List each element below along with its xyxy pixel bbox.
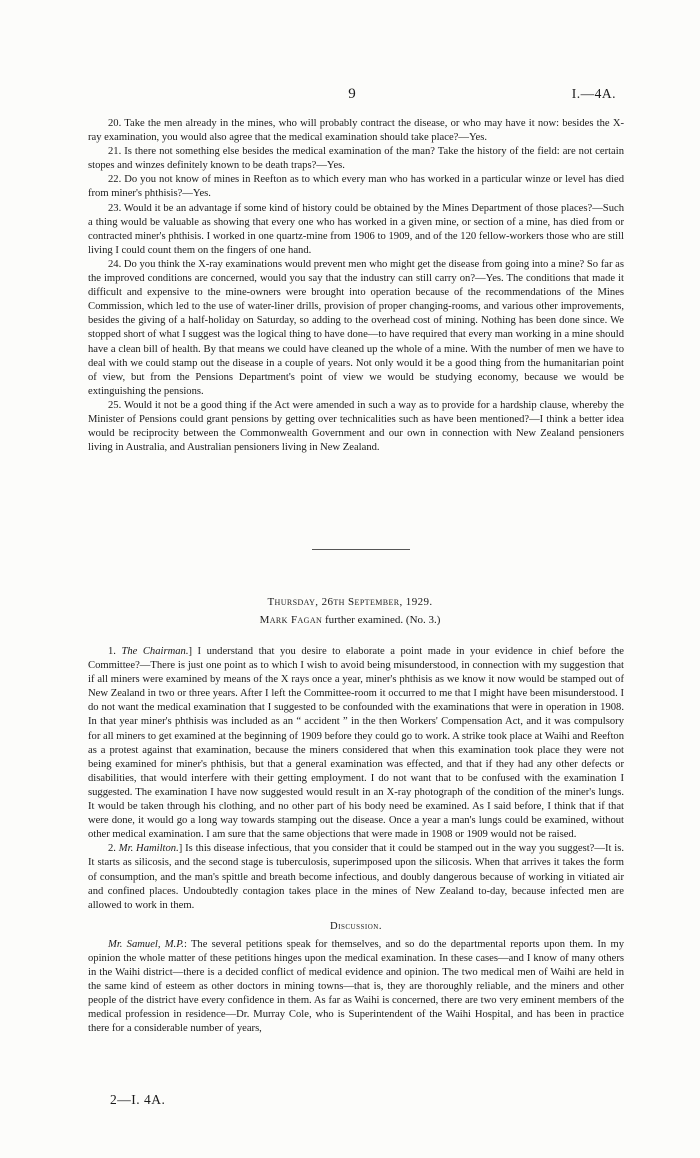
speaker: Mr. Samuel, M.P. [108, 938, 184, 950]
page-header [88, 86, 616, 106]
section-divider [312, 549, 410, 550]
question-number: 1. [108, 646, 116, 657]
question-24: 24. Do you think the X-ray examinations would prevent men who might get the disease from going into a mine? So far as the improved conditions are concerned, would you say that the industry can still carry on?—Yes. The conditions that made it difficult and expensive to the mine-owners were brought into operation because of the recommendations of the Mines Commission, which led to the use of water-liner drills, provision of proper changing-rooms, and various other improvements, besides the giving of a half-holiday on Saturday, so adding to the overhead cost of mining. Nothing has been done since. We stopped short of what I suggest was the logical thing to have done—to have required that every man working in a mine should have a clean bill of health. By that means we could have cleaned up the whole of a mine. With the number of men we have to deal with we could stamp out the disease in a couple of years. Not only would it be a good thing from the humanitarian point of view, but from the Pensions Department's point of view we would be studying economy, because we would be extinguishing the pensions. [88, 258, 624, 397]
session-date: Thursday, 26th September, 1929. [267, 596, 433, 608]
witness-status: further examined. (No. 3.) [324, 614, 441, 626]
discussion-paragraph [88, 938, 624, 1037]
question-20: 20. Take the men already in the mines, who will probably contract the disease, or who may have it now: besides the X-ray examination, you would also agree that the medical examination should take place?—Yes. [88, 118, 624, 144]
question-21: 21. Is there not something else besides the medical examination of the man? Take the history of the field: are not certain stopes and winzes definitely known to be death traps?—Yes. [88, 146, 624, 172]
discussion-heading: Discussion. [330, 920, 382, 932]
question-text: ] I understand that you desire to elaborate a point made in your evidence in chief before the Committee?—There is just one point as to which I wish to avoid being misunderstood, in connection with my suggestion that if all miners were examined by means of the X rays once a year, miner's phthisis as we know it now would be stamped out of New Zealand in two or three years. After I left the Committee-room it occurred to me that I might have been misunderstood. I do not want the medical examination that I suggested to be confounded with the examinations that were in operation in 1908. In that year miner's phthisis was included as an “ accident ” in the then Workers' Compensation Act, and it was compulsory for all miners to get examined at the beginning of 1909 before they could go to work. A strike took place at Waihi and Reefton as a protest against that examination, because the miners considered that when this examination took place they were not being examined for miner's phthisis, but that a general examination was effected, and that if they had any other defects or disabilities, that would interfere with their getting employment. I do not want that to be confused with the examination I suggested. The examination I have now suggested would result in an X-ray photograph of the condition of the miner's lungs. It would be taken through his clothing, and no other part of his body need be examined. As I said before, I think that if that were done, it would go a long way towards stamping out the disease. Once a year a man's lungs could be examined, without other medical examination. I am sure that the same objections that were made in 1908 or 1909 would not be raised. [88, 646, 624, 841]
witness-heading [0, 614, 700, 626]
question-22: 22. Do you not know of mines in Reefton as to which every man who has worked in a particular winze or level has died from miner's phthisis?—Yes. [88, 174, 624, 200]
question-25: 25. Would it not be a good thing if the Act were amended in such a way as to provide for a hardship clause, whereby the Minister of Pensions could grant pensions by getting over technicalities such as have been mentioned?—I think a better idea would be reciprocity between the Commonwealth Government and our own in connection with New Zealand pensioners living in Australia, and Australian pensioners living in New Zealand. [88, 399, 624, 454]
question-1 [88, 645, 624, 842]
speaker: Mr. Hamilton. [118, 843, 179, 855]
page-number: 9 [348, 86, 356, 102]
question-number: 2. [108, 843, 116, 855]
question-2 [88, 842, 624, 912]
evidence-bottom [88, 645, 624, 1037]
question-23: 23. Would it be an advantage if some kind of history could be obtained by the Mines Department of those places?—Such a thing would be valuable as showing that every one who has worked in a given mine, or section of a mine, has died from or contracted miner's phthisis. I worked in one quartz-mine from 1906 to 1909, and of the 120 fellow-workers those who are still living I could count them on the fingers of one hand. [88, 202, 624, 256]
discussion-text: : The several petitions speak for themselves, and so do the departmental reports upon them. In my opinion the whole matter of these petitions hinges upon the medical examination. In these cases—and I know of many others in the Waihi district—there is a decided conflict of medical evidence and opinion. The two medical men of Waihi are held in the same kind of esteem as other doctors in mining towns—that is, they are thoroughly reliable, and the miners and other people of the district have every confidence in them. As far as Waihi is concerned, there are two very eminent members of the medical profession in residence—Dr. Murray Cole, who is Superintendent of the Waihi Hospital, and has been in practice there for a considerable number of years, [88, 938, 625, 1035]
page-footer: 2—I. 4A. [110, 1092, 166, 1107]
witness-name: Mark Fagan [259, 614, 323, 626]
speaker: The Chairman. [121, 646, 189, 657]
question-text: ] Is this disease infectious, that you consider that it could be stamped out in the way you suggest?—It is. It starts as silicosis, and the second stage is tuberculosis, superimposed upon the silicosis. When that arrives it takes the form of consumption, and the man's spittle and breath become infectious, and doubly dangerous because of working in vitiated air and confined places. Undoubtedly contagion takes place in the mines of New Zealand to-day, because infected men are allowed to work in them. [88, 843, 624, 911]
evidence-top [88, 117, 624, 455]
document-reference: I.—4A. [571, 86, 616, 101]
